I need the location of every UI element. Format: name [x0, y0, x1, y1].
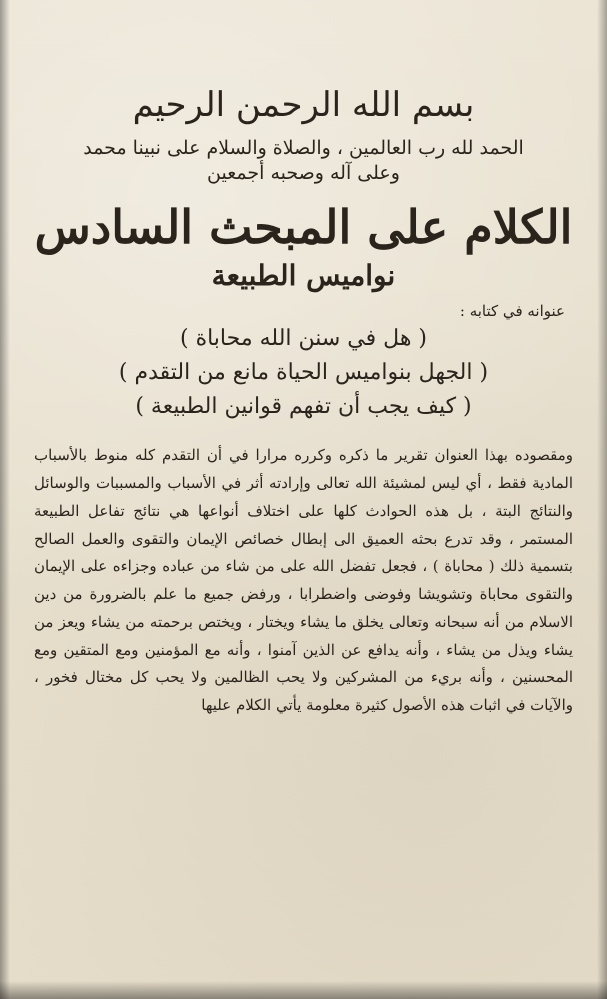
intro-line-2: وعلى آله وصحبه أجمعين — [207, 162, 400, 185]
book-title-item: ( هل في سنن الله محاباة ) — [180, 326, 427, 352]
right-edge-shadow — [597, 0, 607, 999]
book-title-item: ( الجهل بنواميس الحياة مانع من التقدم ) — [118, 360, 489, 386]
bottom-edge-shadow — [0, 981, 607, 999]
basmala: بسم الله الرحمن الرحيم — [132, 85, 475, 125]
book-title-item: ( كيف يجب أن تفهم قوانين الطبيعة ) — [135, 394, 472, 420]
intro-line-1: الحمد لله رب العالمين ، والصلاة والسلام على نبينا محمد — [83, 136, 524, 159]
book-titles-list — [34, 322, 573, 424]
left-edge-shadow — [0, 0, 10, 999]
book-title-label: عنوانه في كتابه : — [459, 302, 565, 321]
body-text — [34, 442, 573, 720]
body-paragraph: ومقصوده بهذا العنوان تقرير ما ذكره وكرره مرارا في أن التقدم كله منوط بالأسباب المادية فقط ، أي ليس لمشيئة الله تعالى وإرادته أثر في الأسباب والمسببات والوسائل والنتائج البتة ، بل هذه الحوادث كلها على اختلاف أنواعها هي نتائج تفاعل الطبيعة المستمر ، وقد تدرع بحثه العميق الى إبطال خصائص الإيمان والتقوى والعمل الصالح بتسمية ذلك ( محاباة ) ، فجعل تفضل الله على من شاء من عباده وجزاءه على الإيمان والتقوى محاباة وتشويشا وفوضى واضطرابا ، ورفض جميع ما علم بالضرورة من دين الاسلام من أنه سبحانه وتعالى يخلق ما يشاء ويختار ، ويختص برحمته من يشاء ويعز من يشاء ويذل من يشاء ، وأنه يدافع عن الذين آمنوا ، وأنه مع المؤمنين ومع المتقين ومع المحسنين ، وأنه بريء من المشركين ولا يحب الظالمين ولا يحب كل مختال فخور ، والآيات في اثبات هذه الأصول كثيرة معلومة يأتي الكلام عليها — [34, 446, 573, 715]
section-title: الكلام على المبحث السادس — [34, 199, 573, 254]
page-content — [34, 85, 573, 720]
section-subtitle: نواميس الطبيعة — [211, 259, 396, 293]
